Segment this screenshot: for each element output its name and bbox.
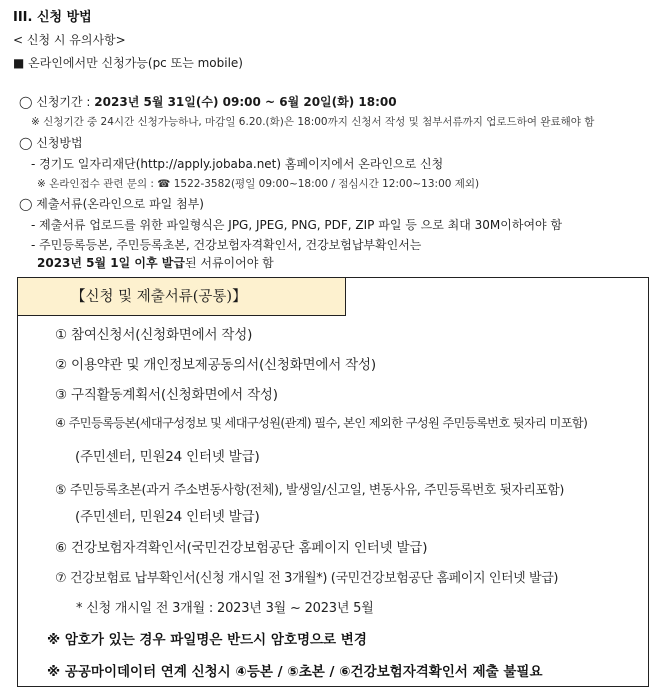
documents-validity-date <box>37 254 274 271</box>
online-only-notice: ■ 온라인에서만 신청가능(pc 또는 mobile) <box>13 56 243 70</box>
validity-date-bold: 2023년 5월 1일 이후 발급 <box>37 256 185 270</box>
documents-format: - 제출서류 업로드를 위한 파일형식은 JPG, JPEG, PNG, PDF, ZIP 파일 등 으로 최대 30M이하여야 함 <box>31 218 563 232</box>
application-period <box>19 93 397 110</box>
caution-heading: < 신청 시 유의사항> <box>13 33 126 47</box>
doc-item-5: ⑤ 주민등록초본(과거 주소변동사항(전체), 발생일/신고일, 변동사유, 주민등록번호 뒷자리포함) <box>55 483 564 498</box>
period-note: ※ 신청기간 중 24시간 신청가능하나, 마감일 6.20.(화)은 18:00까지 신청서 작성 및 첨부서류까지 업로드하여 완료해야 함 <box>31 116 595 128</box>
section-title: III. 신청 방법 <box>13 10 92 25</box>
doc-item-7: ⑦ 건강보험료 납부확인서(신청 개시일 전 3개월*) (국민건강보험공단 홈페이지 인터넷 발급) <box>55 571 559 586</box>
doc-item-7-footnote: * 신청 개시일 전 3개월 : 2023년 3월 ~ 2023년 5월 <box>76 601 374 616</box>
doc-item-4-sub: (주민센터, 민원24 인터넷 발급) <box>75 449 260 465</box>
password-note: ※ 암호가 있는 경우 파일명은 반드시 암호명으로 변경 <box>47 632 367 648</box>
box-title: 【신청 및 제출서류(공통)】 <box>18 278 346 316</box>
method-heading: ◯ 신청방법 <box>19 136 83 150</box>
doc-item-6: ⑥ 건강보험자격확인서(국민건강보험공단 홈페이지 인터넷 발급) <box>55 540 428 556</box>
period-value: 2023년 5월 31일(수) 09:00 ~ 6월 20일(화) 18:00 <box>94 95 397 109</box>
method-inquiry: ※ 온라인접수 관련 문의 : ☎ 1522-3582(평일 09:00~18:00 / 점심시간 12:00~13:00 제외) <box>37 178 480 190</box>
required-documents-box <box>17 277 649 687</box>
validity-date-rest: 된 서류이어야 함 <box>184 256 274 270</box>
doc-item-4: ④ 주민등록등본(세대구성정보 및 세대구성원(관계) 필수, 본인 제외한 구성원 주민등록번호 뒷자리 미포함) <box>55 416 588 430</box>
method-detail: - 경기도 일자리재단(http://apply.jobaba.net) 홈페이지에서 온라인으로 신청 <box>31 157 444 171</box>
documents-validity: - 주민등록등본, 주민등록초본, 건강보험자격확인서, 건강보험납부확인서는 <box>31 238 422 252</box>
doc-item-5-sub: (주민센터, 민원24 인터넷 발급) <box>75 509 260 525</box>
mydata-note: ※ 공공마이데이터 연계 신청시 ④등본 / ⑤초본 / ⑥건강보험자격확인서 제출 불필요 <box>47 664 543 680</box>
documents-heading: ◯ 제출서류(온라인으로 파일 첨부) <box>19 197 204 211</box>
doc-item-1: ① 참여신청서(신청화면에서 작성) <box>55 327 253 343</box>
doc-item-2: ② 이용약관 및 개인정보제공동의서(신청화면에서 작성) <box>55 357 376 373</box>
period-prefix: ◯ 신청기간 : <box>19 95 95 109</box>
doc-item-3: ③ 구직활동계획서(신청화면에서 작성) <box>55 387 278 403</box>
